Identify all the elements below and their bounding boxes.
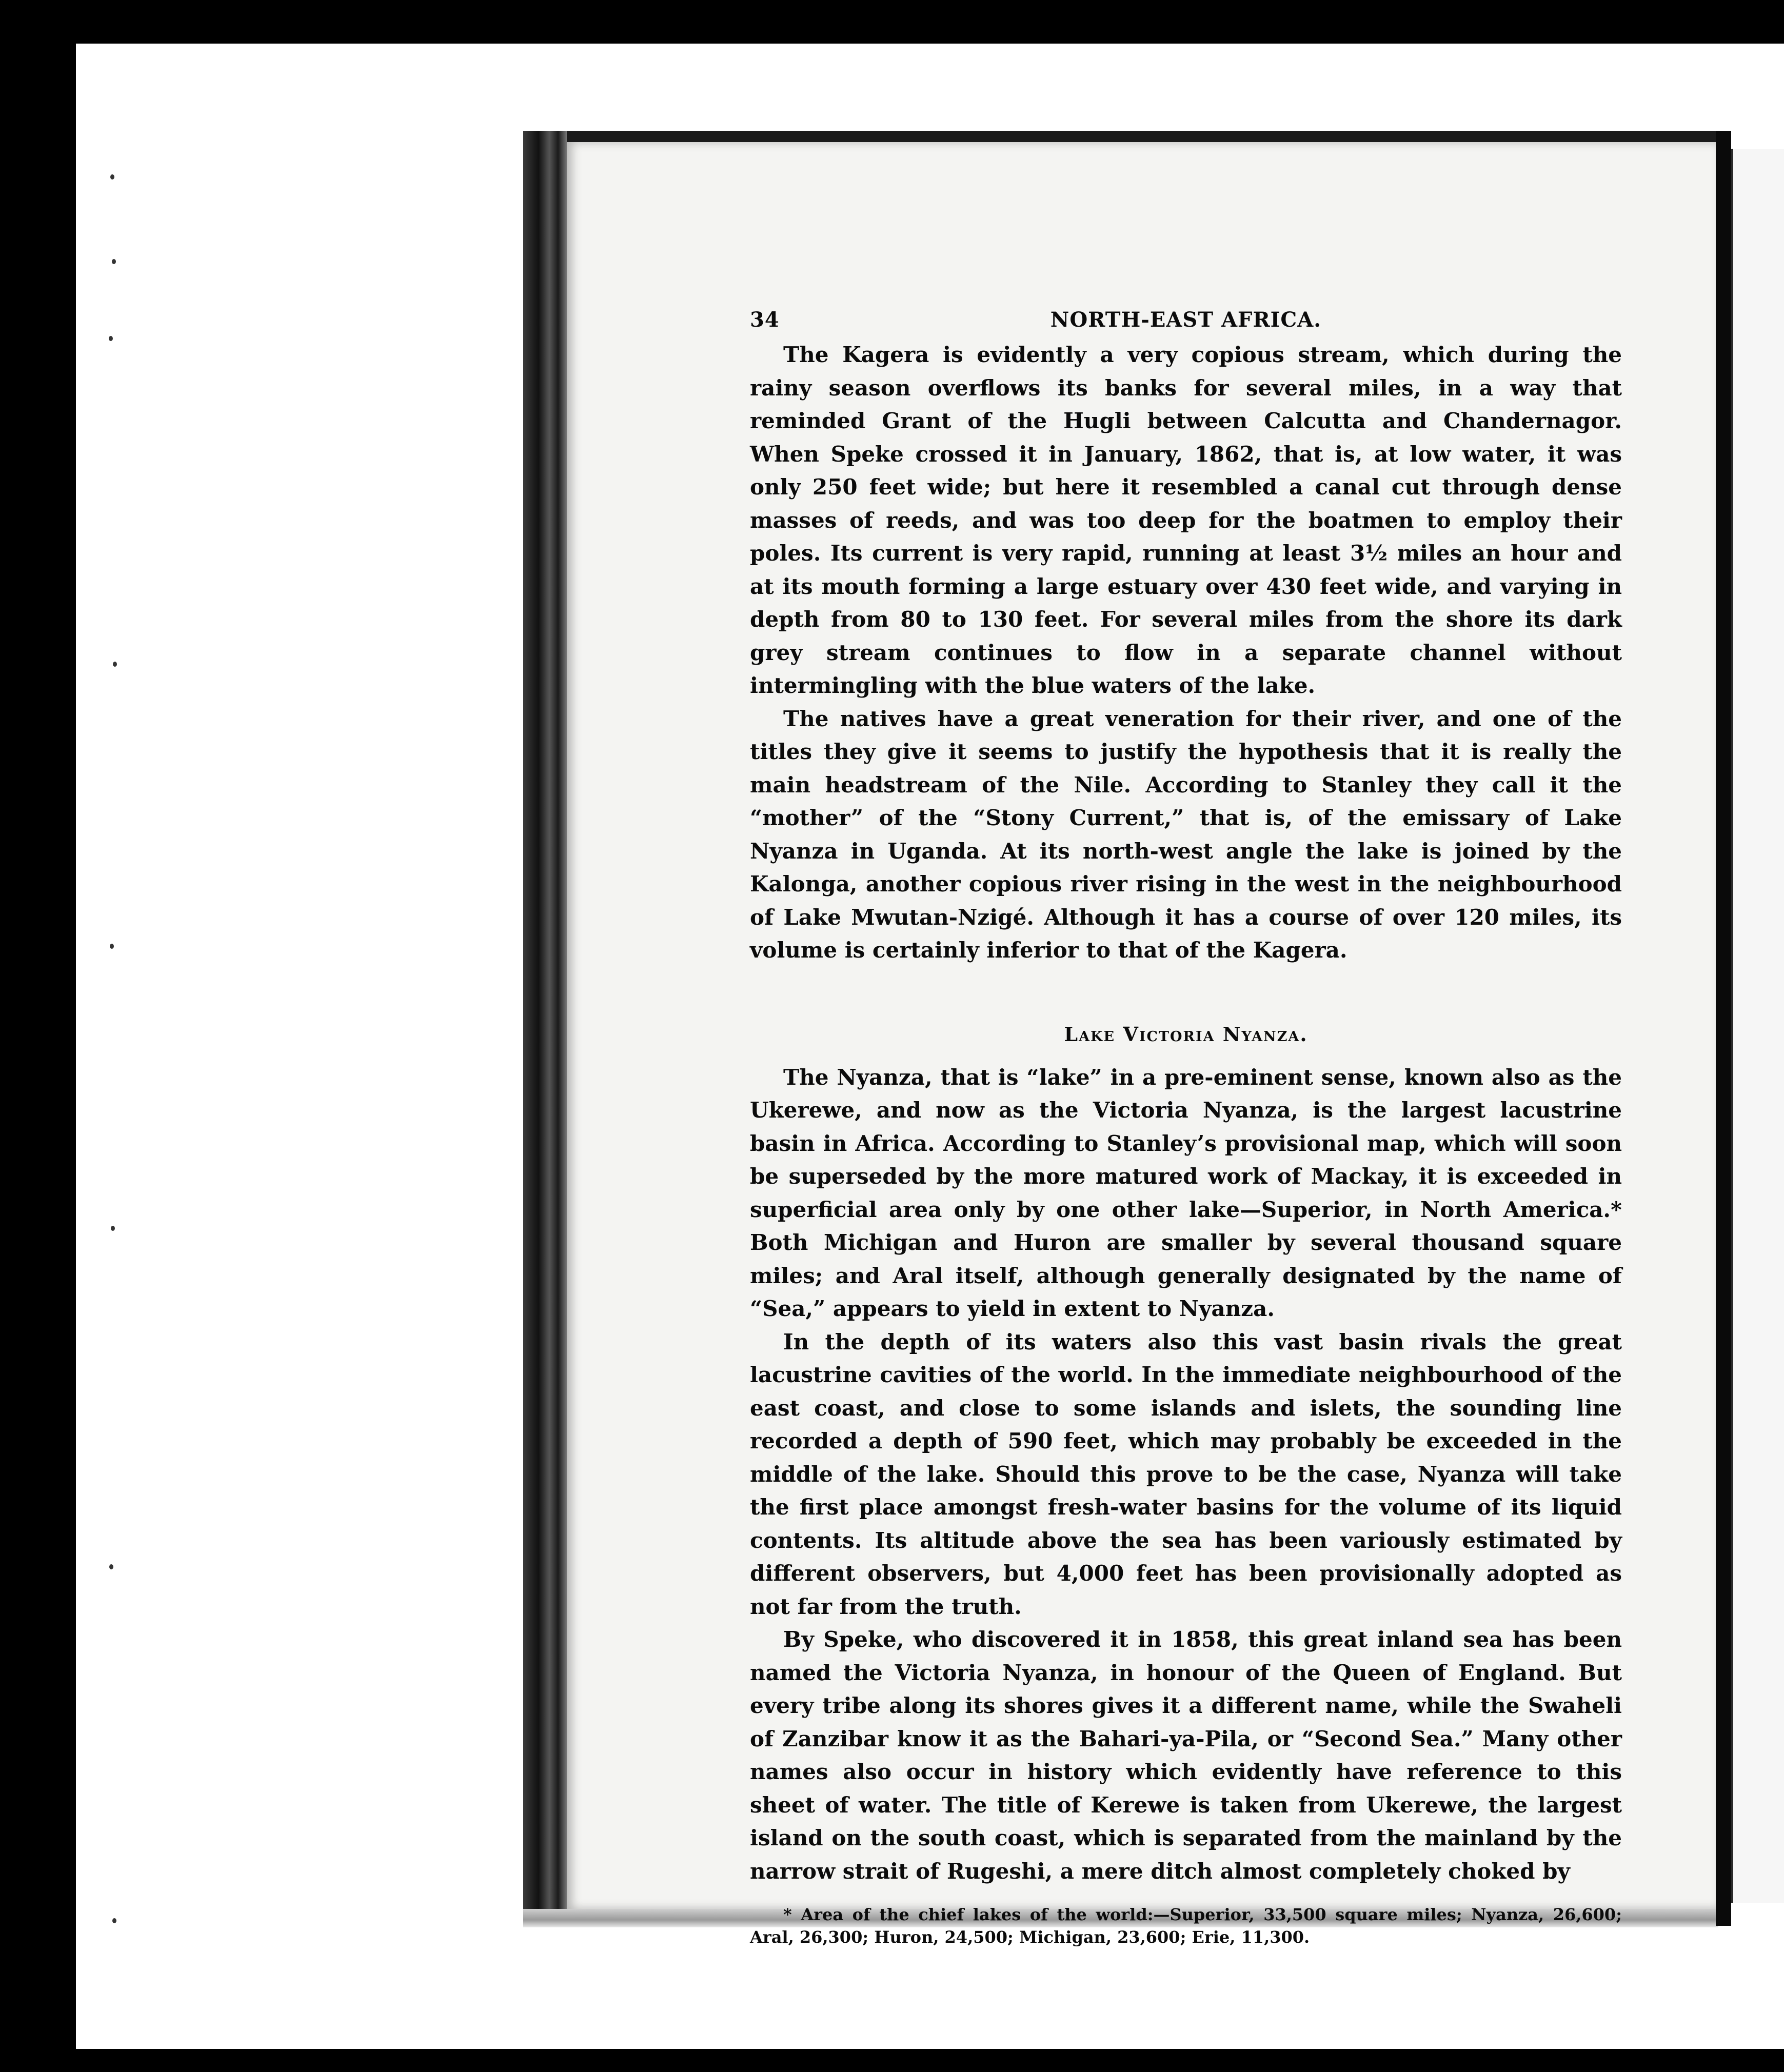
- scan-speck: [110, 944, 114, 949]
- facing-page-edge: [1731, 149, 1784, 1903]
- book-fore-edge: [523, 131, 567, 1910]
- paragraph-nyanza: The Nyanza, that is “lake” in a pre-eminent sense, known also as the Ukerewe, and now as the Victoria Nyanza, is the largest lacustrine basin in Africa. According to Stanley’s provisional map, which will soon be superseded by the more matured work of Mackay, it is exceeded in superficial area only by one other lake—Superior, in North America.* Both Michigan and Huron are smaller by several thousand square miles; and Aral itself, although generally designated by the name of “Sea,” appears to yield in extent to Nyanza.: [750, 1064, 1622, 1321]
- footnote: * Area of the chief lakes of the world:—Superior, 33,500 square miles; Nyanza, 26,600; Aral, 26,300; Huron, 24,500; Michigan, 23,600; Erie, 11,300.: [750, 1905, 1622, 1947]
- scan-speck: [112, 259, 116, 264]
- book-gutter: [1716, 131, 1731, 1926]
- book-top-edge: [523, 131, 1718, 142]
- scan-bottom-band: [0, 2049, 1784, 2072]
- scan-speck: [109, 1564, 113, 1569]
- running-title: NORTH-EAST AFRICA.: [1050, 308, 1322, 332]
- paragraph-depth: In the depth of its waters also this vast basin rivals the great lacustrine cavities of the world. In the immediate neighbourhood of the east coast, and close to some islands and islets, the sounding line recorded a depth of 590 feet, which may probably be exceeded in the middle of the lake. Should this prove to be the case, Nyanza will take the first place amongst fresh-water basins for the volume of its liquid contents. Its altitude above the sea has been variously estimated by different observers, but 4,000 feet has been provisionally adopted as not far from the truth.: [750, 1329, 1622, 1619]
- running-head: [750, 303, 1622, 338]
- page-number: 34: [750, 308, 780, 332]
- scan-speck: [110, 174, 114, 180]
- paragraph-natives: The natives have a great veneration for their river, and one of the titles they give it seems to justify the hypothesis that it is really the main headstream of the Nile. According to Stanley they call it the “mother” of the “Stony Current,” that is, of the emissary of Lake Nyanza in Uganda. At its north-west angle the lake is joined by the Kalonga, another copious river rising in the west in the neighbourhood of Lake Mwutan-Nzigé. Although it has a course of over 120 miles, its volume is certainly inferior to that of the Kagera.: [750, 706, 1622, 963]
- scan-speck: [111, 1226, 115, 1231]
- section-heading: Lake Victoria Nyanza.: [1064, 1022, 1308, 1046]
- scan-speck: [113, 662, 117, 667]
- scan-speck: [112, 1918, 116, 1923]
- paragraph-kagera: The Kagera is evidently a very copious stream, which during the rainy season overflows its banks for several miles, in a way that reminded Grant of the Hugli between Calcutta and Chandernagor. When Speke crossed it in January, 1862, that is, at low water, it was only 250 feet wide; but here it resembled a canal cut through dense masses of reeds, and was too deep for the boatmen to employ their poles. Its current is very rapid, running at least 3½ miles an hour and at its mouth forming a large estuary over 430 feet wide, and varying in depth from 80 to 130 feet. For several miles from the shore its dark grey stream continues to flow in a separate channel without intermingling with the blue waters of the lake.: [750, 342, 1622, 698]
- scan-speck: [109, 336, 113, 341]
- paragraph-speke: By Speke, who discovered it in 1858, this great inland sea has been named the Victoria Nyanza, in honour of the Queen of England. But every tribe along its shores gives it a different name, while the Swaheli of Zanzibar know it as the Bahari-ya-Pila, or “Second Sea.” Many other names also occur in history which evidently have reference to this sheet of water. The title of Kerewe is taken from Ukerewe, the largest island on the south coast, which is separated from the mainland by the narrow strait of Rugeshi, a mere ditch almost completely choked by: [750, 1627, 1622, 1884]
- page-text: [750, 303, 1622, 1965]
